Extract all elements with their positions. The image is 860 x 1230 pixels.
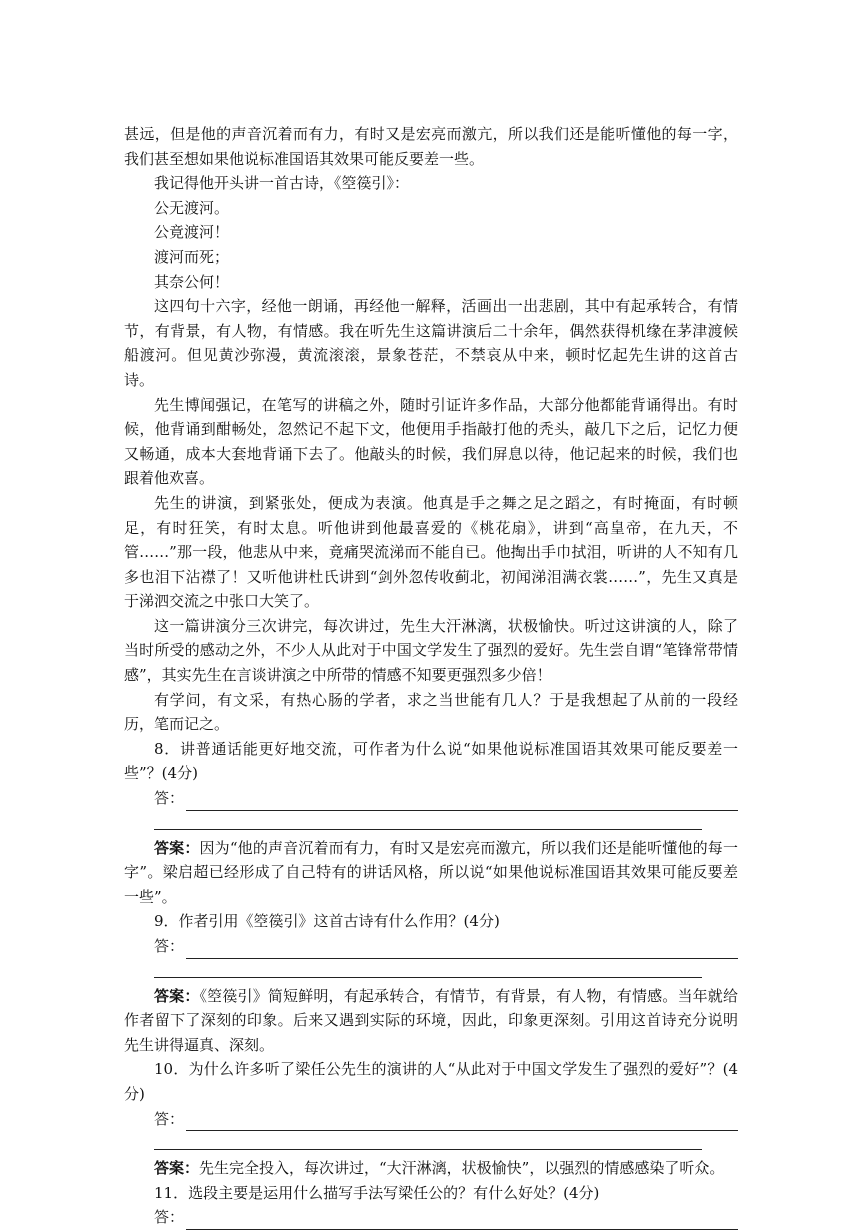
answer-label: 答： [154,1208,185,1227]
passage-paragraph: 我记得他开头讲一首古诗，《箜篌引》： [154,174,410,193]
answer-8 [124,836,738,910]
question-11: 11．选段主要是运用什么描写手法写梁任公的？有什么好处？(4分) [154,1183,600,1202]
document-page [124,122,738,1230]
poem-line: 公无渡河。 [154,198,230,217]
poem-line: 渡河而死； [154,247,230,266]
answer-blank-line[interactable] [186,941,738,959]
answer-9 [124,984,738,1058]
answer-field-9[interactable] [154,934,738,959]
answer-prefix: 答案： [154,1159,200,1178]
passage-paragraph: 有学问，有文采，有热心肠的学者，求之当世能有几人？于是我想起了从前的一段经历，笔而记之。 [124,690,738,734]
passage-paragraph: 先生博闻强记，在笔写的讲稿之外，随时引证许多作品，大部分他都能背诵得出。有时候，他背诵到酣畅处，忽然记不起下文，他便用手指敲打他的秃头，敲几下之后，记忆力便又畅通，成本大套地背诵下去了。他敲头的时候，我们屏息以待，他记起来的时候，我们也跟着他欢喜。 [124,395,738,488]
answer-blank-line[interactable] [186,1212,738,1230]
passage-paragraph: 这一篇讲演分三次讲完，每次讲过，先生大汗淋漓，状极愉快。听过这讲演的人，除了当时所受的感动之外，不少人从此对于中国文学发生了强烈的爱好。先生尝自谓“笔锋常带情感”，其实先生在言谈讲演之中所带的情感不知要更强烈多少倍！ [124,616,738,685]
passage-paragraph: 这四句十六字，经他一朗诵，再经他一解释，活画出一出悲剧，其中有起承转合，有情节，有背景，有人物，有情感。我在听先生这篇讲演后二十余年，偶然获得机缘在茅津渡候船渡河。但见黄沙弥漫，黄流滚滚，景象苍茫，不禁哀从中来，顿时忆起先生讲的这首古诗。 [124,297,738,389]
answer-blank-line[interactable] [186,1113,738,1131]
question-9: 9．作者引用《箜篌引》这首古诗有什么作用？(4分) [154,912,500,931]
answer-field-10[interactable] [154,1107,738,1132]
answer-text: 《箜篌引》简短鲜明，有起承转合，有情节，有背景，有人物，有情感。当年就给作者留下了深刻的印象。后来又遇到实际的环境，因此，印象更深刻。引用这首诗充分说明先生讲得逼真、深刻。 [124,986,738,1054]
answer-field-8[interactable] [154,786,738,811]
answer-label: 答： [154,1109,185,1128]
answer-blank-line[interactable] [186,793,738,811]
answer-prefix: 答案： [154,838,200,857]
answer-blank-line[interactable] [154,1131,702,1150]
passage-paragraph: 甚远，但是他的声音沉着而有力，有时又是宏亮而激亢，所以我们还是能听懂他的每一字，我们甚至想如果他说标准国语其效果可能反要差一些。 [124,125,738,168]
answer-label: 答： [154,937,185,955]
answer-blank-line[interactable] [154,959,702,978]
answer-text: 因为“他的声音沉着而有力，有时又是宏亮而激亢，所以我们还是能听懂他的每一字”。梁启超已经形成了自己特有的讲话风格，所以说“如果他说标准国语其效果可能反要差一些”。 [124,838,738,906]
answer-field-11[interactable] [154,1205,738,1230]
answer-label: 答： [154,789,185,808]
answer-10 [124,1156,738,1181]
poem-line: 其奈公何！ [154,272,230,291]
answer-prefix: 答案： [154,986,200,1005]
answer-text: 先生完全投入，每次讲过，“大汗淋漓，状极愉快”，以强烈的情感感染了听众。 [199,1159,725,1178]
passage-paragraph: 先生的讲演，到紧张处，便成为表演。他真是手之舞之足之蹈之，有时掩面，有时顿足，有时狂笑，有时太息。听他讲到他最喜爱的《桃花扇》，讲到“高皇帝，在九天，不管……”那一段，他悲从中来，竟痛哭流涕而不能自已。他掏出手巾拭泪，听讲的人不知有几多也泪下沾襟了！又听他讲杜氏讲到“剑外忽传收蓟北，初闻涕泪满衣裳……”，先生又真是于涕泗交流之中张口大笑了。 [124,493,738,611]
question-8: 8．讲普通话能更好地交流，可作者为什么说“如果他说标准国语其效果可能反要差一些”？(4分) [124,739,738,783]
question-10: 10．为什么许多听了梁任公先生的演讲的人“从此对于中国文学发生了强烈的爱好”？(4分) [124,1060,738,1103]
answer-blank-line[interactable] [154,811,702,830]
poem-line: 公竟渡河！ [154,223,230,242]
